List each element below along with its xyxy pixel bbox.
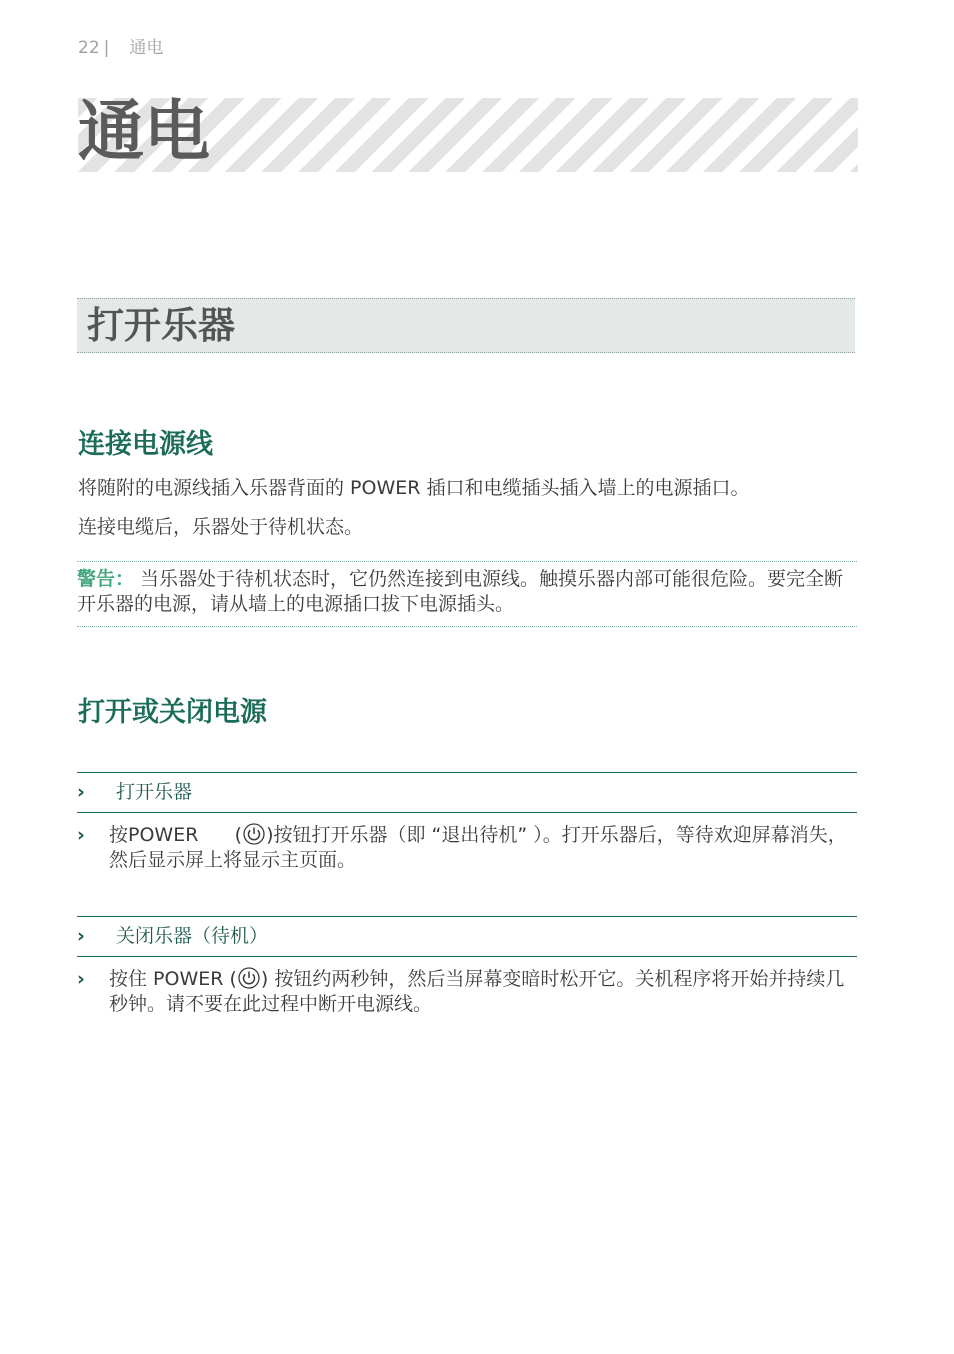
connect-heading: 连接电源线 [78, 429, 213, 460]
turn-off-text-pre: 按住 POWER ( [109, 968, 237, 990]
chevron-right-icon: › [77, 781, 85, 803]
turn-off-text-post: ) 按钮约两秒钟，然后当屏幕变暗时松开它。关机程序将开始并持续几秒钟。请不要在此过程中断开电源线。 [109, 968, 845, 1015]
warning-text: 当乐器处于待机状态时，它仍然连接到电源线。触摸乐器内部可能很危险。要完全断开乐器的电源，请从墙上的电源插口拔下电源插头。 [77, 568, 844, 615]
turn-on-step-header [77, 772, 857, 813]
power-icon [238, 967, 260, 989]
page-number: 22 [78, 38, 100, 58]
connect-paragraph-1: 将随附的电源线插入乐器背面的 POWER 插口和电缆插头插入墙上的电源插口。 [78, 477, 750, 499]
section-title: 打开乐器 [87, 304, 235, 347]
power-icon [243, 823, 265, 845]
chevron-right-icon: › [77, 925, 85, 947]
section-banner [77, 298, 855, 353]
turn-off-step-title: 关闭乐器（待机） [116, 925, 269, 947]
warning-box [77, 561, 857, 627]
chevron-right-icon: › [77, 824, 85, 846]
header-separator: | [103, 38, 110, 58]
power-heading: 打开或关闭电源 [78, 697, 267, 728]
turn-on-text-post: )按钮打开乐器（即 “退出待机” ）。打开乐器后，等待欢迎屏幕消失，然后显示屏上将显示主页面。 [109, 824, 847, 871]
turn-off-step-header [77, 916, 857, 957]
chevron-right-icon: › [77, 968, 85, 990]
turn-on-step-title: 打开乐器 [116, 781, 193, 803]
header-section: 通电 [129, 38, 164, 58]
chapter-title: 通电 [78, 93, 210, 170]
warning-label: 警告： [77, 568, 135, 590]
connect-paragraph-2: 连接电缆后，乐器处于待机状态。 [78, 516, 364, 538]
turn-on-text-pre: 按POWER ( [109, 824, 243, 846]
page-header [78, 33, 163, 58]
